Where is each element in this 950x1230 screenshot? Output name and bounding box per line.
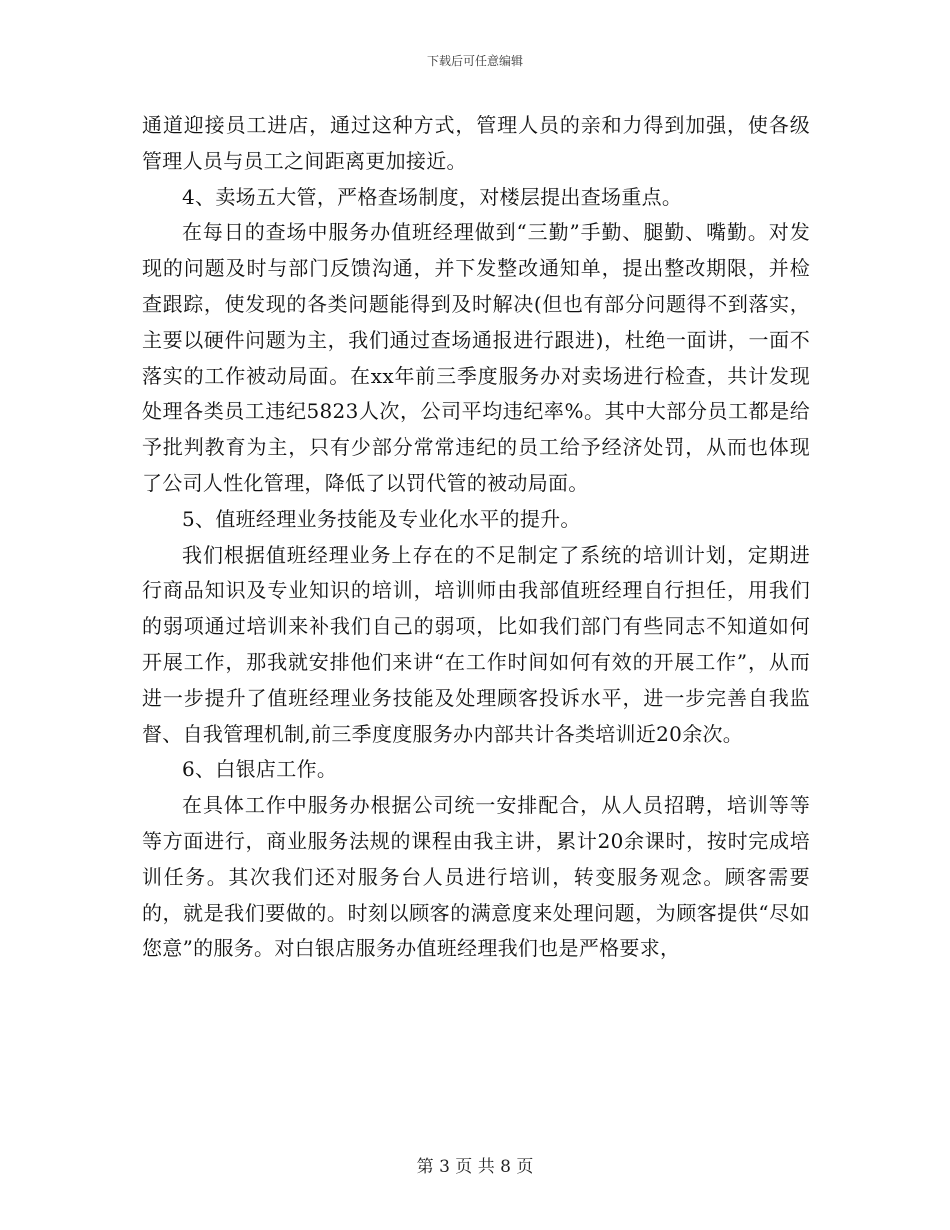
page-header: 下载后可任意编辑 xyxy=(426,54,523,68)
paragraph-training: 我们根据值班经理业务上存在的不足制定了系统的培训计划，定期进行商品知识及专业知识的培训，培训师由我部值班经理自行担任，用我们的弱项通过培训来补我们自己的弱项，比如我们部门有些同志不知道如何开展工作，那我就安排他们来讲“在工作时间如何有效的开展工作”，从而进一步提升了值班经理业务技能及处理顾客投诉水平，进一步完善自我监督、自我管理机制,前三季度度服务办内部共计各类培训近20余次。 xyxy=(142,542,810,746)
section-heading-4: 4、卖场五大管，严格查场制度，对楼层提出查场重点。 xyxy=(182,184,683,209)
document-body xyxy=(142,108,810,967)
page-footer: 第 3 页 共 8 页 xyxy=(416,1157,534,1177)
paragraph-inspection: 在每日的查场中服务办值班经理做到“三勤”手勤、腿勤、嘴勤。对发现的问题及时与部门反馈沟通，并下发整改通知单，提出整改期限，并检查跟踪，使发现的各类问题能得到及时解决(但也有部分问题得不到落实，主要以硬件问题为主，我们通过查场通报进行跟进)，杜绝一面讲，一面不落实的工作被动局面。在xx年前三季度服务办对卖场进行检查，共计发现处理各类员工违纪5823人次，公司平均违纪率%。其中大部分员工都是给予批判教育为主，只有少部分常常违纪的员工给予经济处罚，从而也体现了公司人性化管理，降低了以罚代管的被动局面。 xyxy=(142,220,810,495)
section-heading-6: 6、白银店工作。 xyxy=(182,757,338,782)
section-heading-5: 5、值班经理业务技能及专业化水平的提升。 xyxy=(182,506,581,531)
paragraph-baiyin-store: 在具体工作中服务办根据公司统一安排配合，从人员招聘，培训等等等方面进行，商业服务法规的课程由我主讲，累计20余课时，按时完成培训任务。其次我们还对服务台人员进行培训，转变服务观念。顾客需要的，就是我们要做的。时刻以顾客的满意度来处理问题，为顾客提供“尽如您意”的服务。对白银店服务办值班经理我们也是严格要求， xyxy=(142,793,810,961)
paragraph-continuation: 通道迎接员工进店，通过这种方式，管理人员的亲和力得到加强，使各级管理人员与员工之间距离更加接近。 xyxy=(142,113,810,173)
